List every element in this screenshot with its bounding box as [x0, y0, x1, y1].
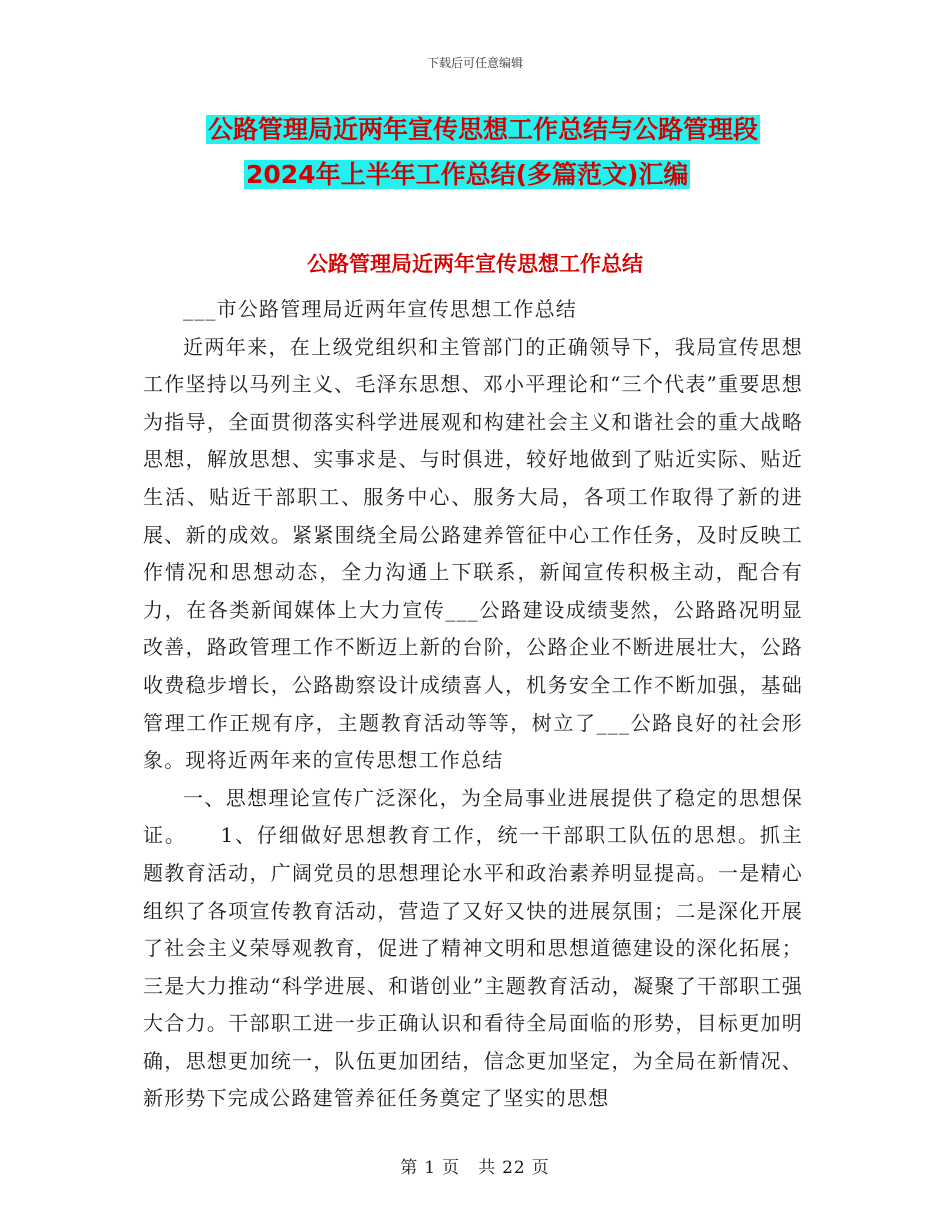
footer-suffix: 页: [531, 1158, 550, 1178]
footer-total-pages: 22: [502, 1158, 526, 1178]
document-title-line-1: [206, 112, 896, 148]
header-note: 下载后可任意编辑: [426, 56, 523, 70]
footer-prefix: 第: [400, 1158, 419, 1178]
title-line-2-text: 2024年上半年工作总结(多篇范文)汇编: [246, 160, 689, 189]
paragraph: 近两年来，在上级党组织和主管部门的正确领导下，我局宣传思想工作坚持以马列主义、毛泽东思想、邓小平理论和“三个代表”重要思想为指导，全面贯彻落实科学进展观和构建社会主义和谐社会的重大战略思想，解放思想、实事求是、与时俱进，较好地做到了贴近实际、贴近生活、贴近干部职工、服务中心、服务大局，各项工作取得了新的进展、新的成效。紧紧围绕全局公路建养管征中心工作任务，及时反映工作情况和思想动态，全力沟通上下联系，新闻宣传积极主动，配合有力，在各类新闻媒体上大力宣传___公路建设成绩斐然，公路路况明显改善，路政管理工作不断迈上新的台阶，公路企业不断进展壮大，公路收费稳步增长，公路勘察设计成绩喜人，机务安全工作不断加强，基础管理工作正规有序，主题教育活动等等，树立了___公路良好的社会形象。现将近两年来的宣传思想工作总结: [143, 334, 803, 773]
paragraph: 一、思想理论宣传广泛深化，为全局事业进展提供了稳定的思想保证。 1、仔细做好思想教育工作，统一干部职工队伍的思想。抓主题教育活动，广阔党员的思想理论水平和政治素养明显提高。一是精心组织了各项宣传教育活动，营造了又好又快的进展氛围；二是深化开展了社会主义荣辱观教育，促进了精神文明和思想道德建设的深化拓展；三是大力推动“科学进展、和谐创业”主题教育活动，凝聚了干部职工强大合力。干部职工进一步正确认识和看待全局面临的形势，目标更加明确，思想更加统一，队伍更加团结，信念更加坚定，为全局在新情况、新形势下完成公路建管养征任务奠定了坚实的思想: [143, 785, 803, 1111]
paragraph: ___市公路管理局近两年宣传思想工作总结: [183, 297, 577, 321]
body-text: [143, 291, 803, 1118]
document-title-line-2: [244, 157, 934, 193]
section-title: 公路管理局近两年宣传思想工作总结: [307, 252, 643, 276]
footer-middle: 页 共: [442, 1158, 497, 1178]
page-footer: [0, 1153, 950, 1178]
footer-page-number: 1: [424, 1158, 437, 1178]
title-line-1-text: 公路管理局近两年宣传思想工作总结与公路管理段: [208, 115, 759, 144]
